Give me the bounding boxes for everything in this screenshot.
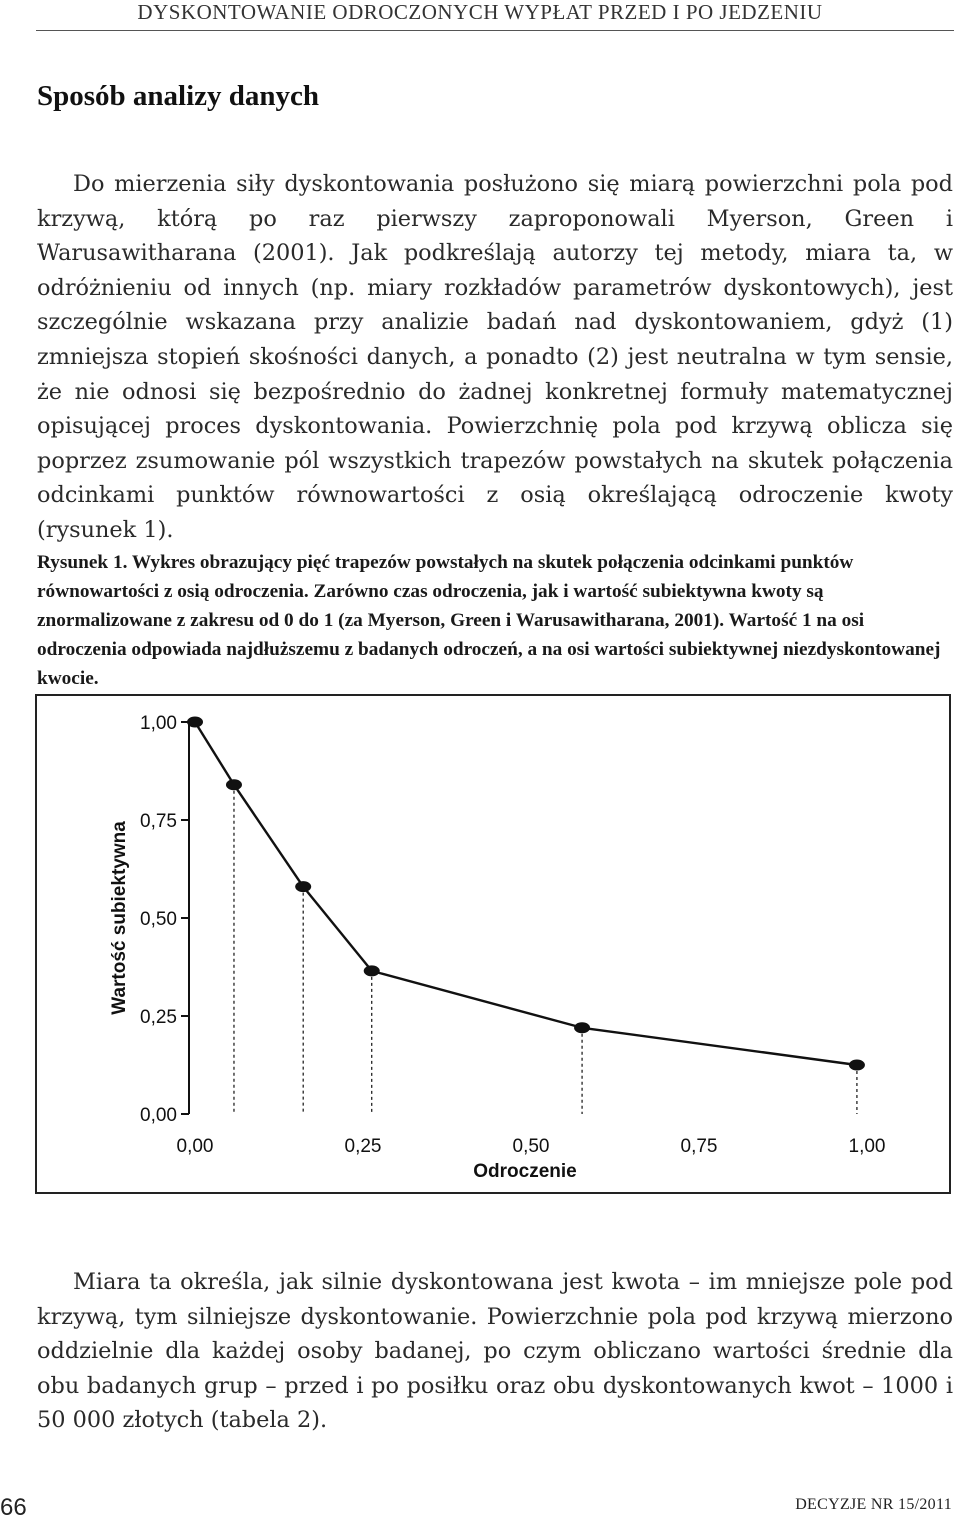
figure-frame	[35, 694, 951, 1194]
y-tick-label: 1,00	[140, 713, 177, 734]
curve-segment	[303, 887, 372, 971]
x-tick-label: 1,00	[848, 1136, 886, 1157]
x-tick-label: 0,25	[344, 1136, 382, 1157]
curve-segment	[195, 722, 234, 785]
running-head: DYSKONTOWANIE ODROCZONYCH WYPŁAT PRZED I PO JEDZENIU	[137, 0, 823, 24]
page-number: 66	[0, 1494, 27, 1521]
journal-footer: DECYZJE NR 15/2011	[795, 1496, 952, 1513]
data-point	[849, 1060, 865, 1071]
x-tick-label: 0,75	[680, 1136, 718, 1157]
data-series	[187, 717, 865, 1071]
trapezoid-guides	[234, 785, 857, 1114]
y-tick-label: 0,25	[140, 1007, 177, 1028]
data-point	[574, 1022, 590, 1033]
data-point	[295, 881, 311, 892]
data-point	[364, 965, 380, 976]
section-title: Sposób analizy danych	[37, 80, 320, 112]
paragraph-2	[37, 1265, 953, 1438]
curve-segment	[234, 785, 303, 887]
y-axis-label: Wartość subiektywna	[109, 821, 130, 1015]
paragraph-1-text: Do mierzenia siły dyskontowania posłużono się miarą powierzchni pola pod krzywą, którą po raz pierwszy zaproponowali Myerson, Green i Warusawitharana (2001). Jak podkreślają autorzy tej metody, miara ta, w odróżnieniu od innych (np. miary rozkładów parametrów dyskontowych), jest szczególnie wskazana przy analizie badań nad dyskontowaniem, gdyż (1) zmniejsza stopień skośności danych, a ponadto (2) jest neutralna w tym sensie, że nie odnosi się bezpośrednio do żadnej konkretnej formuły matematycznej opisującej proces dyskontowania. Powierzchnię pola pod krzywą oblicza się poprzez zsumowanie pól wszystkich trapezów powstałych na skutek połączenia odcinkami punktów równowartości z osią określającą odroczenie kwoty (rysunek 1).	[37, 171, 953, 543]
data-point	[226, 779, 242, 790]
paragraph-1	[37, 167, 953, 548]
discount-curve-chart	[37, 696, 949, 1192]
figure-caption: Rysunek 1. Wykres obrazujący pięć trapezów powstałych na skutek połączenia odcinkami punktów równowartości z osią odroczenia. Zarówno czas odroczenia, jak i wartość subiektywna kwoty są znormalizowane z zakresu od 0 do 1 (za Myerson, Green i Warusawitharana, 2001). Wartość 1 na osi odroczenia odpowiada najdłuższemu z badanych odroczeń, a na osi wartości subiektywnej niezdyskontowanej kwocie.	[37, 552, 941, 689]
curve-segment	[582, 1028, 857, 1065]
x-axis-label: Odroczenie	[473, 1161, 577, 1182]
paragraph-2-text: Miara ta określa, jak silnie dyskontowana jest kwota – im mniejsze pole pod krzywą, tym silniejsze dyskontowanie. Powierzchnie pola pod krzywą mierzono oddzielnie dla każdej osoby badanej, po czym obliczano wartości średnie dla obu badanych grup – przed i po posiłku oraz obu dyskontowanych kwot – 1000 i 50 000 złotych (tabela 2).	[37, 1269, 953, 1434]
chart-axes	[140, 713, 885, 1157]
data-point	[187, 717, 203, 728]
y-tick-label: 0,00	[140, 1105, 177, 1126]
header-rule	[36, 30, 954, 31]
x-tick-label: 0,50	[512, 1136, 550, 1157]
y-tick-label: 0,75	[140, 811, 177, 832]
y-tick-label: 0,50	[140, 909, 177, 930]
x-tick-label: 0,00	[176, 1136, 214, 1157]
curve-segment	[372, 971, 582, 1028]
